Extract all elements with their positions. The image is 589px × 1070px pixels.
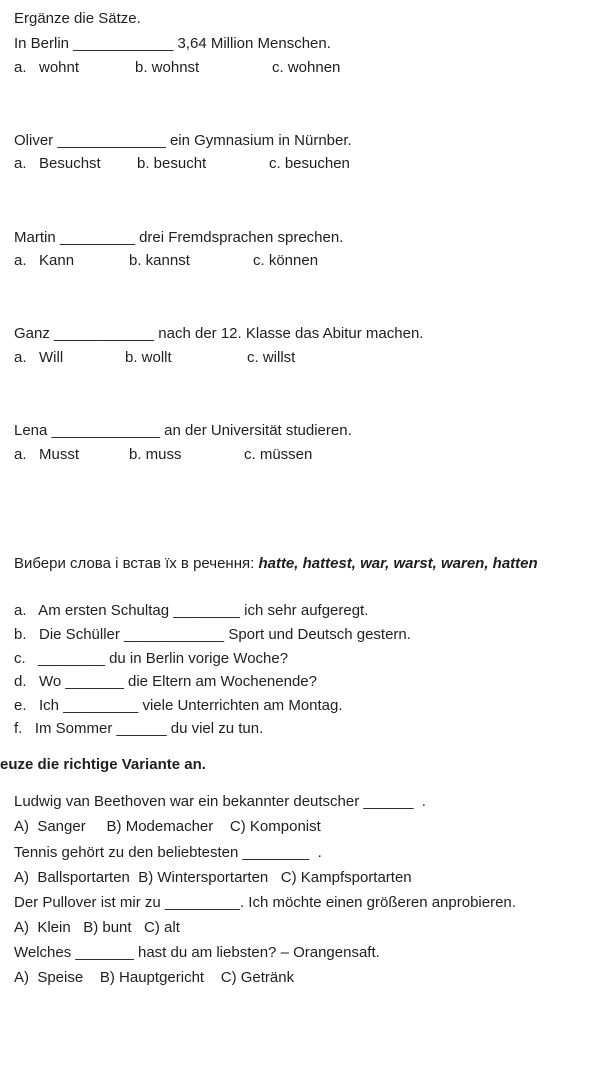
option-b: b. muss (129, 446, 182, 463)
question-sentence: Tennis gehört zu den beliebtesten ________ . (14, 844, 322, 861)
question-sentence: Der Pullover ist mir zu _________. Ich möchte einen größeren anprobieren. (14, 894, 516, 911)
option-c: c. willst (247, 349, 296, 366)
answer-options: A) Sanger B) Modemacher C) Komponist (14, 818, 321, 835)
section1-instruction: Ergänze die Sätze. (14, 10, 141, 27)
option-b: b. wollt (125, 349, 172, 366)
option-c: c. müssen (244, 446, 313, 463)
section2-instruction-text: Вибери слова і встав їх в речення: (14, 555, 259, 572)
option-c: c. können (253, 252, 319, 269)
fill-in-item: b. Die Schüller ____________ Sport und Deutsch gestern. (14, 626, 411, 643)
option-b: b. kannst (129, 252, 190, 269)
fill-in-item: f. Im Sommer ______ du viel zu tun. (14, 720, 264, 737)
answer-options: A) Speise B) Hauptgericht C) Getränk (14, 969, 295, 986)
question-sentence: Lena _____________ an der Universität studieren. (14, 422, 352, 439)
question-sentence: Oliver _____________ ein Gymnasium in Nürnber. (14, 132, 352, 149)
section2-instruction (14, 555, 538, 573)
fill-in-item: a. Am ersten Schultag ________ ich sehr aufgeregt. (14, 602, 369, 619)
question-sentence: Ludwig van Beethoven war ein bekannter deutscher ______ . (14, 793, 426, 810)
question-sentence: In Berlin ____________ 3,64 Million Menschen. (14, 35, 331, 52)
fill-in-item: d. Wo _______ die Eltern am Wochenende? (14, 673, 317, 690)
answer-options: A) Klein B) bunt C) alt (14, 919, 180, 936)
answer-options: A) Ballsportarten B) Wintersportarten C) Kampfsportarten (14, 869, 412, 886)
option-a: a. wohnt (14, 59, 80, 76)
option-b: b. wohnst (135, 59, 200, 76)
section3-instruction: euze die richtige Variante an. (0, 756, 206, 773)
option-a: a. Will (14, 349, 64, 366)
option-b: b. besucht (137, 155, 207, 172)
section2-word-bank: hatte, hattest, war, warst, waren, hatten (258, 555, 538, 572)
question-sentence: Welches _______ hast du am liebsten? – Orangensaft. (14, 944, 380, 961)
question-sentence: Ganz ____________ nach der 12. Klasse das Abitur machen. (14, 325, 424, 342)
option-a: a. Musst (14, 446, 80, 463)
option-c: c. wohnen (272, 59, 341, 76)
fill-in-item: e. Ich _________ viele Unterrichten am Montag. (14, 697, 343, 714)
option-a: a. Besuchst (14, 155, 101, 172)
question-sentence: Martin _________ drei Fremdsprachen sprechen. (14, 229, 344, 246)
option-a: a. Kann (14, 252, 75, 269)
option-c: c. besuchen (269, 155, 350, 172)
fill-in-item: c. ________ du in Berlin vorige Woche? (14, 650, 289, 667)
